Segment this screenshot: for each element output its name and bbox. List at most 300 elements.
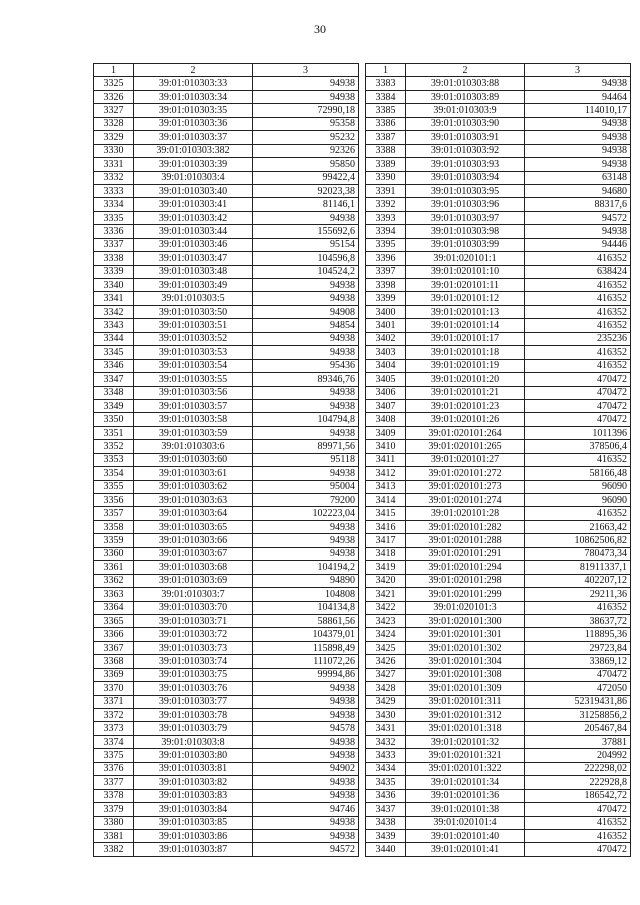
cadastral-number: 39:01:010303:81 xyxy=(134,762,253,775)
row-number: 3351 xyxy=(94,426,134,439)
table-row xyxy=(366,440,631,453)
table-row xyxy=(94,574,359,587)
cadastral-value: 33869,12 xyxy=(525,655,631,668)
cadastral-value: 94854 xyxy=(253,319,359,332)
cadastral-value: 94938 xyxy=(253,520,359,533)
row-number: 3344 xyxy=(94,332,134,345)
cadastral-number: 39:01:010303:65 xyxy=(134,520,253,533)
table-row xyxy=(366,158,631,171)
table-row xyxy=(366,413,631,426)
cadastral-number: 39:01:010303:89 xyxy=(406,90,525,103)
cadastral-number: 39:01:020101:318 xyxy=(406,722,525,735)
cadastral-number: 39:01:020101:38 xyxy=(406,803,525,816)
cadastral-value: 205467,84 xyxy=(525,722,631,735)
row-number: 3427 xyxy=(366,668,406,681)
row-number: 3346 xyxy=(94,359,134,372)
table-row xyxy=(94,547,359,560)
row-number: 3327 xyxy=(94,104,134,117)
table-row xyxy=(94,641,359,654)
table-row xyxy=(366,359,631,372)
cadastral-number: 39:01:010303:7 xyxy=(134,588,253,601)
cadastral-value: 10862506,82 xyxy=(525,534,631,547)
row-number: 3376 xyxy=(94,762,134,775)
row-number: 3365 xyxy=(94,614,134,627)
row-number: 3388 xyxy=(366,144,406,157)
cadastral-value: 95232 xyxy=(253,131,359,144)
cadastral-number: 39:01:020101:27 xyxy=(406,453,525,466)
cadastral-number: 39:01:010303:58 xyxy=(134,413,253,426)
row-number: 3333 xyxy=(94,184,134,197)
table-row xyxy=(366,843,631,856)
cadastral-number: 39:01:010303:86 xyxy=(134,829,253,842)
cadastral-value: 470472 xyxy=(525,373,631,386)
row-number: 3366 xyxy=(94,628,134,641)
cadastral-number: 39:01:020101:308 xyxy=(406,668,525,681)
row-number: 3437 xyxy=(366,803,406,816)
cadastral-value: 99422,4 xyxy=(253,171,359,184)
header-col-2: 2 xyxy=(134,64,253,77)
row-number: 3357 xyxy=(94,507,134,520)
table-row xyxy=(94,480,359,493)
cadastral-number: 39:01:010303:34 xyxy=(134,90,253,103)
row-number: 3401 xyxy=(366,319,406,332)
cadastral-value: 111072,26 xyxy=(253,655,359,668)
cadastral-value: 31258856,2 xyxy=(525,709,631,722)
row-number: 3335 xyxy=(94,211,134,224)
cadastral-number: 39:01:010303:64 xyxy=(134,507,253,520)
cadastral-value: 104524,2 xyxy=(253,265,359,278)
row-number: 3368 xyxy=(94,655,134,668)
table-row xyxy=(94,305,359,318)
cadastral-number: 39:01:020101:291 xyxy=(406,547,525,560)
cadastral-number: 39:01:010303:74 xyxy=(134,655,253,668)
table-row xyxy=(366,762,631,775)
cadastral-number: 39:01:010303:9 xyxy=(406,104,525,117)
table-row xyxy=(366,655,631,668)
cadastral-value: 94572 xyxy=(525,211,631,224)
cadastral-value: 94938 xyxy=(525,158,631,171)
cadastral-value: 29211,36 xyxy=(525,588,631,601)
cadastral-value: 89346,76 xyxy=(253,373,359,386)
table-body-right xyxy=(366,77,631,856)
cadastral-number: 39:01:020101:4 xyxy=(406,816,525,829)
cadastral-value: 89971,56 xyxy=(253,440,359,453)
cadastral-number: 39:01:010303:83 xyxy=(134,789,253,802)
table-row xyxy=(94,319,359,332)
cadastral-value: 88317,6 xyxy=(525,198,631,211)
row-number: 3439 xyxy=(366,829,406,842)
cadastral-value: 94908 xyxy=(253,305,359,318)
cadastral-value: 470472 xyxy=(525,803,631,816)
table-row xyxy=(366,722,631,735)
row-number: 3330 xyxy=(94,144,134,157)
cadastral-value: 470472 xyxy=(525,399,631,412)
row-number: 3383 xyxy=(366,77,406,90)
header-col-3: 3 xyxy=(525,64,631,77)
table-row xyxy=(94,843,359,856)
cadastral-value: 95154 xyxy=(253,238,359,251)
row-number: 3438 xyxy=(366,816,406,829)
cadastral-value: 222298,02 xyxy=(525,762,631,775)
cadastral-number: 39:01:010303:41 xyxy=(134,198,253,211)
cadastral-value: 38637,72 xyxy=(525,614,631,627)
cadastral-value: 638424 xyxy=(525,265,631,278)
table-row xyxy=(366,171,631,184)
page-number: 30 xyxy=(314,22,326,36)
cadastral-value: 94464 xyxy=(525,90,631,103)
row-number: 3421 xyxy=(366,588,406,601)
table-row xyxy=(94,695,359,708)
cadastral-number: 39:01:010303:6 xyxy=(134,440,253,453)
cadastral-value: 96090 xyxy=(525,480,631,493)
cadastral-number: 39:01:020101:3 xyxy=(406,601,525,614)
cadastral-value: 416352 xyxy=(525,279,631,292)
cadastral-value: 118895,36 xyxy=(525,628,631,641)
cadastral-number: 39:01:010303:42 xyxy=(134,211,253,224)
row-number: 3417 xyxy=(366,534,406,547)
table-row xyxy=(366,144,631,157)
row-number: 3342 xyxy=(94,305,134,318)
cadastral-value: 99994,86 xyxy=(253,668,359,681)
cadastral-number: 39:01:010303:88 xyxy=(406,77,525,90)
row-number: 3435 xyxy=(366,776,406,789)
row-number: 3380 xyxy=(94,816,134,829)
row-number: 3436 xyxy=(366,789,406,802)
table-row xyxy=(94,614,359,627)
table-row xyxy=(366,668,631,681)
cadastral-value: 94938 xyxy=(253,279,359,292)
cadastral-value: 95004 xyxy=(253,480,359,493)
table-row xyxy=(94,184,359,197)
cadastral-number: 39:01:020101:20 xyxy=(406,373,525,386)
cadastral-value: 94938 xyxy=(525,144,631,157)
cadastral-number: 39:01:020101:273 xyxy=(406,480,525,493)
cadastral-value: 94938 xyxy=(253,735,359,748)
table-header xyxy=(94,64,359,77)
row-number: 3422 xyxy=(366,601,406,614)
cadastral-number: 39:01:010303:90 xyxy=(406,117,525,130)
cadastral-number: 39:01:020101:321 xyxy=(406,749,525,762)
cadastral-value: 95436 xyxy=(253,359,359,372)
cadastral-number: 39:01:010303:69 xyxy=(134,574,253,587)
cadastral-value: 472050 xyxy=(525,682,631,695)
row-number: 3350 xyxy=(94,413,134,426)
cadastral-value: 94938 xyxy=(253,399,359,412)
cadastral-value: 104379,01 xyxy=(253,628,359,641)
row-number: 3406 xyxy=(366,386,406,399)
cadastral-value: 416352 xyxy=(525,507,631,520)
cadastral-value: 416352 xyxy=(525,601,631,614)
cadastral-number: 39:01:020101:300 xyxy=(406,614,525,627)
cadastral-value: 94578 xyxy=(253,722,359,735)
table-row xyxy=(94,158,359,171)
row-number: 3409 xyxy=(366,426,406,439)
cadastral-value: 94938 xyxy=(253,77,359,90)
row-number: 3414 xyxy=(366,494,406,507)
cadastral-number: 39:01:020101:264 xyxy=(406,426,525,439)
cadastral-value: 114010,17 xyxy=(525,104,631,117)
cadastral-value: 378506,4 xyxy=(525,440,631,453)
row-number: 3424 xyxy=(366,628,406,641)
cadastral-value: 115898,49 xyxy=(253,641,359,654)
table-row xyxy=(94,77,359,90)
cadastral-number: 39:01:010303:59 xyxy=(134,426,253,439)
table-row xyxy=(366,547,631,560)
cadastral-number: 39:01:020101:312 xyxy=(406,709,525,722)
cadastral-value: 94938 xyxy=(253,386,359,399)
cadastral-number: 39:01:020101:32 xyxy=(406,735,525,748)
cadastral-value: 94938 xyxy=(525,117,631,130)
row-number: 3426 xyxy=(366,655,406,668)
cadastral-number: 39:01:010303:48 xyxy=(134,265,253,278)
cadastral-number: 39:01:010303:68 xyxy=(134,561,253,574)
table-row xyxy=(366,373,631,386)
cadastral-number: 39:01:010303:72 xyxy=(134,628,253,641)
table-row xyxy=(94,279,359,292)
row-number: 3434 xyxy=(366,762,406,775)
table-row xyxy=(94,803,359,816)
cadastral-value: 92326 xyxy=(253,144,359,157)
row-number: 3405 xyxy=(366,373,406,386)
table-row xyxy=(94,131,359,144)
row-number: 3371 xyxy=(94,695,134,708)
row-number: 3403 xyxy=(366,346,406,359)
cadastral-number: 39:01:010303:56 xyxy=(134,386,253,399)
cadastral-value: 470472 xyxy=(525,413,631,426)
table-row xyxy=(366,104,631,117)
row-number: 3392 xyxy=(366,198,406,211)
row-number: 3364 xyxy=(94,601,134,614)
cadastral-value: 235236 xyxy=(525,332,631,345)
cadastral-number: 39:01:020101:23 xyxy=(406,399,525,412)
cadastral-number: 39:01:010303:5 xyxy=(134,292,253,305)
table-row xyxy=(94,762,359,775)
table-row xyxy=(366,561,631,574)
cadastral-value: 94938 xyxy=(253,816,359,829)
table-row xyxy=(94,507,359,520)
table-row xyxy=(94,225,359,238)
row-number: 3349 xyxy=(94,399,134,412)
table-row xyxy=(94,399,359,412)
cadastral-value: 58166,48 xyxy=(525,467,631,480)
cadastral-number: 39:01:010303:39 xyxy=(134,158,253,171)
table-row xyxy=(366,117,631,130)
header-row xyxy=(366,64,631,77)
table-row xyxy=(366,305,631,318)
row-number: 3390 xyxy=(366,171,406,184)
row-number: 3397 xyxy=(366,265,406,278)
row-number: 3400 xyxy=(366,305,406,318)
cadastral-value: 94938 xyxy=(253,547,359,560)
cadastral-value: 95850 xyxy=(253,158,359,171)
cadastral-value: 104808 xyxy=(253,588,359,601)
table-row xyxy=(94,588,359,601)
row-number: 3354 xyxy=(94,467,134,480)
table-row xyxy=(94,453,359,466)
cadastral-value: 102223,04 xyxy=(253,507,359,520)
table-header xyxy=(366,64,631,77)
table-row xyxy=(94,386,359,399)
cadastral-number: 39:01:020101:18 xyxy=(406,346,525,359)
table-row xyxy=(94,171,359,184)
cadastral-value: 94938 xyxy=(253,292,359,305)
cadastral-number: 39:01:010303:79 xyxy=(134,722,253,735)
cadastral-number: 39:01:020101:322 xyxy=(406,762,525,775)
table-row xyxy=(94,789,359,802)
row-number: 3345 xyxy=(94,346,134,359)
cadastral-value: 1011396 xyxy=(525,426,631,439)
cadastral-value: 52319431,86 xyxy=(525,695,631,708)
cadastral-number: 39:01:010303:46 xyxy=(134,238,253,251)
parcel-table-left xyxy=(93,63,359,857)
table-row xyxy=(94,668,359,681)
table-row xyxy=(366,319,631,332)
table-row xyxy=(94,117,359,130)
cadastral-value: 95118 xyxy=(253,453,359,466)
cadastral-number: 39:01:020101:13 xyxy=(406,305,525,318)
table-row xyxy=(366,816,631,829)
cadastral-number: 39:01:020101:36 xyxy=(406,789,525,802)
cadastral-number: 39:01:020101:40 xyxy=(406,829,525,842)
cadastral-value: 416352 xyxy=(525,319,631,332)
table-row xyxy=(366,252,631,265)
cadastral-number: 39:01:010303:78 xyxy=(134,709,253,722)
cadastral-number: 39:01:020101:298 xyxy=(406,574,525,587)
cadastral-number: 39:01:010303:87 xyxy=(134,843,253,856)
header-col-2: 2 xyxy=(406,64,525,77)
cadastral-number: 39:01:010303:85 xyxy=(134,816,253,829)
table-row xyxy=(366,628,631,641)
cadastral-value: 94938 xyxy=(253,534,359,547)
cadastral-value: 94938 xyxy=(253,211,359,224)
cadastral-number: 39:01:010303:71 xyxy=(134,614,253,627)
row-number: 3355 xyxy=(94,480,134,493)
row-number: 3429 xyxy=(366,695,406,708)
cadastral-value: 94938 xyxy=(253,467,359,480)
row-number: 3395 xyxy=(366,238,406,251)
cadastral-number: 39:01:010303:50 xyxy=(134,305,253,318)
cadastral-value: 416352 xyxy=(525,829,631,842)
row-number: 3399 xyxy=(366,292,406,305)
row-number: 3329 xyxy=(94,131,134,144)
cadastral-number: 39:01:010303:4 xyxy=(134,171,253,184)
cadastral-number: 39:01:010303:70 xyxy=(134,601,253,614)
table-row xyxy=(366,426,631,439)
cadastral-value: 94902 xyxy=(253,762,359,775)
table-row xyxy=(366,520,631,533)
cadastral-number: 39:01:010303:67 xyxy=(134,547,253,560)
cadastral-value: 94938 xyxy=(253,682,359,695)
header-col-1: 1 xyxy=(94,64,134,77)
cadastral-number: 39:01:020101:274 xyxy=(406,494,525,507)
row-number: 3387 xyxy=(366,131,406,144)
table-row xyxy=(94,413,359,426)
table-row xyxy=(94,104,359,117)
table-row xyxy=(94,426,359,439)
row-number: 3402 xyxy=(366,332,406,345)
row-number: 3408 xyxy=(366,413,406,426)
table-row xyxy=(94,346,359,359)
cadastral-value: 94446 xyxy=(525,238,631,251)
cadastral-number: 39:01:020101:288 xyxy=(406,534,525,547)
table-row xyxy=(94,359,359,372)
cadastral-number: 39:01:020101:41 xyxy=(406,843,525,856)
table-row xyxy=(94,211,359,224)
cadastral-number: 39:01:010303:99 xyxy=(406,238,525,251)
row-number: 3433 xyxy=(366,749,406,762)
cadastral-value: 29723,84 xyxy=(525,641,631,654)
row-number: 3339 xyxy=(94,265,134,278)
cadastral-number: 39:01:010303:55 xyxy=(134,373,253,386)
row-number: 3384 xyxy=(366,90,406,103)
cadastral-number: 39:01:010303:97 xyxy=(406,211,525,224)
cadastral-number: 39:01:010303:35 xyxy=(134,104,253,117)
table-row xyxy=(366,803,631,816)
header-col-3: 3 xyxy=(253,64,359,77)
table-row xyxy=(366,601,631,614)
table-row xyxy=(366,332,631,345)
table-row xyxy=(94,829,359,842)
cadastral-number: 39:01:010303:93 xyxy=(406,158,525,171)
cadastral-number: 39:01:010303:73 xyxy=(134,641,253,654)
cadastral-value: 94938 xyxy=(253,749,359,762)
row-number: 3340 xyxy=(94,279,134,292)
table-row xyxy=(94,520,359,533)
table-row xyxy=(366,695,631,708)
cadastral-value: 94890 xyxy=(253,574,359,587)
table-row xyxy=(366,77,631,90)
row-number: 3353 xyxy=(94,453,134,466)
cadastral-number: 39:01:020101:265 xyxy=(406,440,525,453)
table-row xyxy=(366,829,631,842)
table-row xyxy=(94,601,359,614)
cadastral-value: 94938 xyxy=(253,695,359,708)
cadastral-number: 39:01:020101:28 xyxy=(406,507,525,520)
row-number: 3338 xyxy=(94,252,134,265)
cadastral-number: 39:01:010303:8 xyxy=(134,735,253,748)
row-number: 3379 xyxy=(94,803,134,816)
table-row xyxy=(94,265,359,278)
cadastral-number: 39:01:010303:47 xyxy=(134,252,253,265)
cadastral-number: 39:01:010303:63 xyxy=(134,494,253,507)
cadastral-value: 94746 xyxy=(253,803,359,816)
row-number: 3360 xyxy=(94,547,134,560)
table-row xyxy=(366,682,631,695)
cadastral-value: 780473,34 xyxy=(525,547,631,560)
cadastral-number: 39:01:010303:91 xyxy=(406,131,525,144)
table-row xyxy=(366,480,631,493)
cadastral-value: 58861,56 xyxy=(253,614,359,627)
cadastral-number: 39:01:010303:95 xyxy=(406,184,525,197)
table-row xyxy=(94,373,359,386)
row-number: 3428 xyxy=(366,682,406,695)
row-number: 3391 xyxy=(366,184,406,197)
cadastral-number: 39:01:010303:94 xyxy=(406,171,525,184)
row-number: 3374 xyxy=(94,735,134,748)
row-number: 3372 xyxy=(94,709,134,722)
cadastral-number: 39:01:010303:51 xyxy=(134,319,253,332)
cadastral-number: 39:01:010303:98 xyxy=(406,225,525,238)
cadastral-number: 39:01:020101:299 xyxy=(406,588,525,601)
table-row xyxy=(366,238,631,251)
cadastral-value: 94938 xyxy=(253,332,359,345)
table-row xyxy=(94,440,359,453)
cadastral-value: 81146,1 xyxy=(253,198,359,211)
cadastral-value: 95358 xyxy=(253,117,359,130)
cadastral-value: 416352 xyxy=(525,292,631,305)
row-number: 3396 xyxy=(366,252,406,265)
cadastral-number: 39:01:020101:11 xyxy=(406,279,525,292)
